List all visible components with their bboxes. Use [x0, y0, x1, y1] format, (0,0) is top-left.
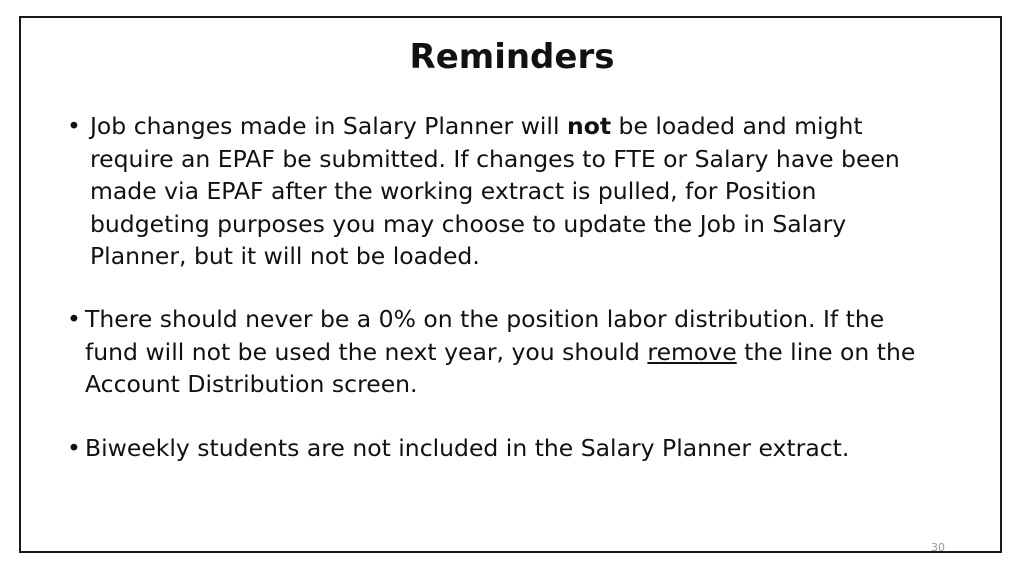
bullet-line: Account Distribution screen. [85, 370, 418, 398]
text-segment: fund will not be used the next year, you should [85, 337, 648, 366]
underlined-text: remove [647, 337, 737, 366]
bullet-line: Biweekly students are not included in the Salary Planner extract. [85, 434, 850, 462]
slide-frame [19, 16, 1002, 553]
bullet-line [90, 110, 900, 143]
bullet-dot-icon: • [67, 305, 81, 333]
slide-title: Reminders [409, 37, 615, 77]
page-number: 30 [931, 541, 945, 554]
bullet-dot-icon: • [67, 434, 81, 462]
bullet-text [85, 432, 849, 465]
bullet-line: budgeting purposes you may choose to update the Job in Salary [90, 209, 847, 238]
bullet-text [85, 303, 915, 401]
bullet-line: There should never be a 0% on the position labor distribution. If the [85, 305, 885, 333]
text-segment: be loaded and might [611, 112, 863, 140]
bullet-dot-icon: • [67, 112, 81, 140]
text-segment: the line on the [736, 337, 916, 366]
bullet-text [90, 110, 900, 273]
emphasis-text: not [566, 112, 612, 140]
bullet-line: made via EPAF after the working extract is pulled, for Position [90, 177, 817, 205]
bullet-line: Planner, but it will not be loaded. [90, 242, 480, 270]
bullet-line [85, 336, 915, 369]
bullet-line: require an EPAF be submitted. If changes to FTE or Salary have been [90, 144, 900, 173]
text-segment: Job changes made in Salary Planner will [90, 112, 567, 140]
